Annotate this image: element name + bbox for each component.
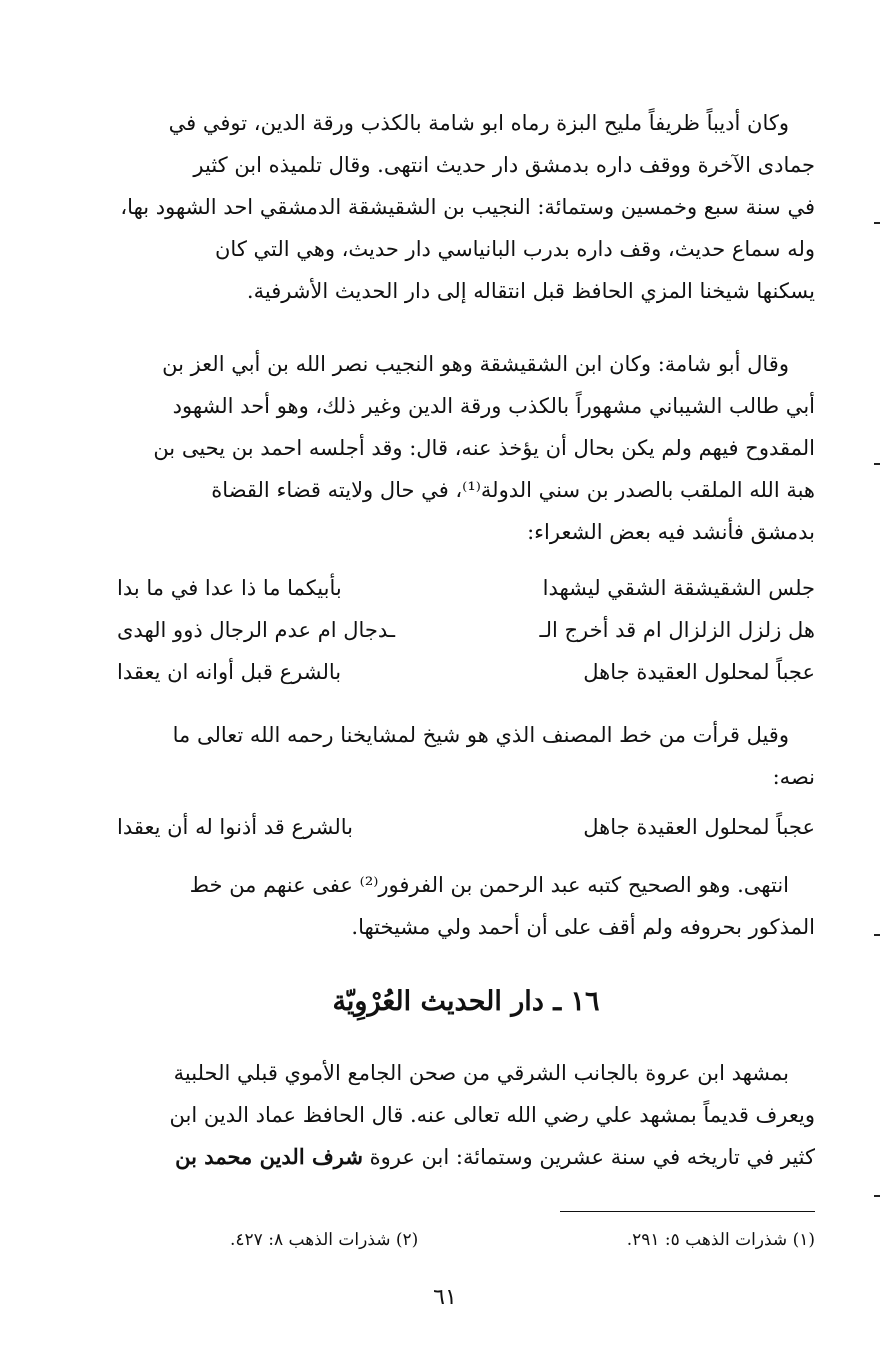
- paragraph-2: [117, 343, 815, 553]
- footnotes: [230, 1225, 815, 1255]
- margin-mark: [874, 222, 880, 224]
- text-line: يسكنها شيخنا المزي الحافظ قبل انتقاله إلى دار الحديث الأشرفية.: [246, 279, 815, 303]
- footnote-separator: [560, 1211, 815, 1212]
- verse-line: [117, 567, 815, 609]
- text-run: كثير في تاريخه في سنة عشرين وستمائة: ابن عروة: [362, 1145, 815, 1169]
- footnote-1: (١) شذرات الذهب ٥: ٢٩١.: [626, 1230, 815, 1250]
- paragraph-3: [117, 714, 815, 798]
- verse-line: [117, 609, 815, 651]
- section-heading: ١٦ ـ دار الحديث العُرْوِيّة: [332, 986, 600, 1017]
- paragraph-1: [117, 102, 815, 312]
- text-line: انتهى. وهو الصحيح كتبه عبد الرحمن بن الفرفور⁽²⁾ عفى عنهم من خط: [189, 873, 789, 897]
- verse-line: [117, 806, 815, 848]
- text-line: نصه:: [772, 765, 815, 789]
- text-line: أبي طالب الشيباني مشهوراً بالكذب ورقة الدين وغير ذلك، وهو أحد الشهود: [172, 394, 815, 418]
- verse-second-hemistich: ـدجال ام عدم الرجال ذوو الهدى: [117, 618, 396, 642]
- verse-second-hemistich: بالشرع قد أذنوا له أن يعقدا: [117, 815, 354, 839]
- verse-second-hemistich: بالشرع قبل أوانه ان يعقدا: [117, 660, 342, 684]
- paragraph-5: [117, 1052, 815, 1178]
- text-line: جمادى الآخرة ووقف داره بدمشق دار حديث انتهى. وقال تلميذه ابن كثير: [193, 153, 815, 177]
- poem-verses: [117, 567, 815, 693]
- text-line: وقال أبو شامة: وكان ابن الشقيشقة وهو النجيب نصر الله بن أبي العز بن: [162, 352, 789, 376]
- margin-mark: [874, 463, 880, 465]
- text-line: وله سماع حديث، وقف داره بدرب البانياسي دار حديث، وهي التي كان: [215, 237, 815, 261]
- text-line: وكان أديباً ظريفاً مليح البزة رماه ابو شامة بالكذب ورقة الدين، توفي في: [168, 111, 789, 135]
- text-line: المذكور بحروفه ولم أقف على أن أحمد ولي مشيختها.: [351, 915, 815, 939]
- text-line: وقيل قرأت من خط المصنف الذي هو شيخ لمشايخنا رحمه الله تعالى ما: [172, 723, 789, 747]
- paragraph-4: [117, 864, 815, 948]
- verse-first-hemistich: جلس الشقيشقة الشقي ليشهدا: [542, 576, 815, 600]
- verse-first-hemistich: عجباً لمحلول العقيدة جاهل: [583, 660, 815, 684]
- text-line: [117, 1136, 815, 1178]
- text-line: ويعرف قديماً بمشهد علي رضي الله تعالى عنه. قال الحافظ عماد الدين ابن: [169, 1103, 815, 1127]
- text-line: بدمشق فأنشد فيه بعض الشعراء:: [527, 520, 815, 544]
- text-line: في سنة سبع وخمسين وستمائة: النجيب بن الشقيشقة الدمشقي احد الشهود بها،: [120, 195, 815, 219]
- text-line: هبة الله الملقب بالصدر بن سني الدولة⁽¹⁾، في حال ولايته قضاء القضاة: [211, 478, 815, 502]
- text-line: بمشهد ابن عروة بالجانب الشرقي من صحن الجامع الأموي قبلي الحلبية: [173, 1061, 789, 1085]
- margin-mark: [874, 934, 880, 936]
- margin-mark: [874, 1195, 880, 1197]
- poem-verse-quoted: [117, 806, 815, 848]
- footnote-2: (٢) شذرات الذهب ٨: ٤٢٧.: [230, 1230, 419, 1250]
- page-number: ٦١: [433, 1285, 457, 1310]
- verse-first-hemistich: عجباً لمحلول العقيدة جاهل: [583, 815, 815, 839]
- text-line: المقدوح فيهم ولم يكن بحال أن يؤخذ عنه، قال: وقد أجلسه احمد بن يحيى بن: [153, 436, 815, 460]
- verse-second-hemistich: بأبيكما ما ذا عدا في ما بدا: [117, 576, 342, 600]
- verse-line: [117, 651, 815, 693]
- bold-name: شرف الدين محمد بن: [175, 1144, 363, 1169]
- verse-first-hemistich: هل زلزل الزلزال ام قد أخرج الـ: [539, 618, 815, 642]
